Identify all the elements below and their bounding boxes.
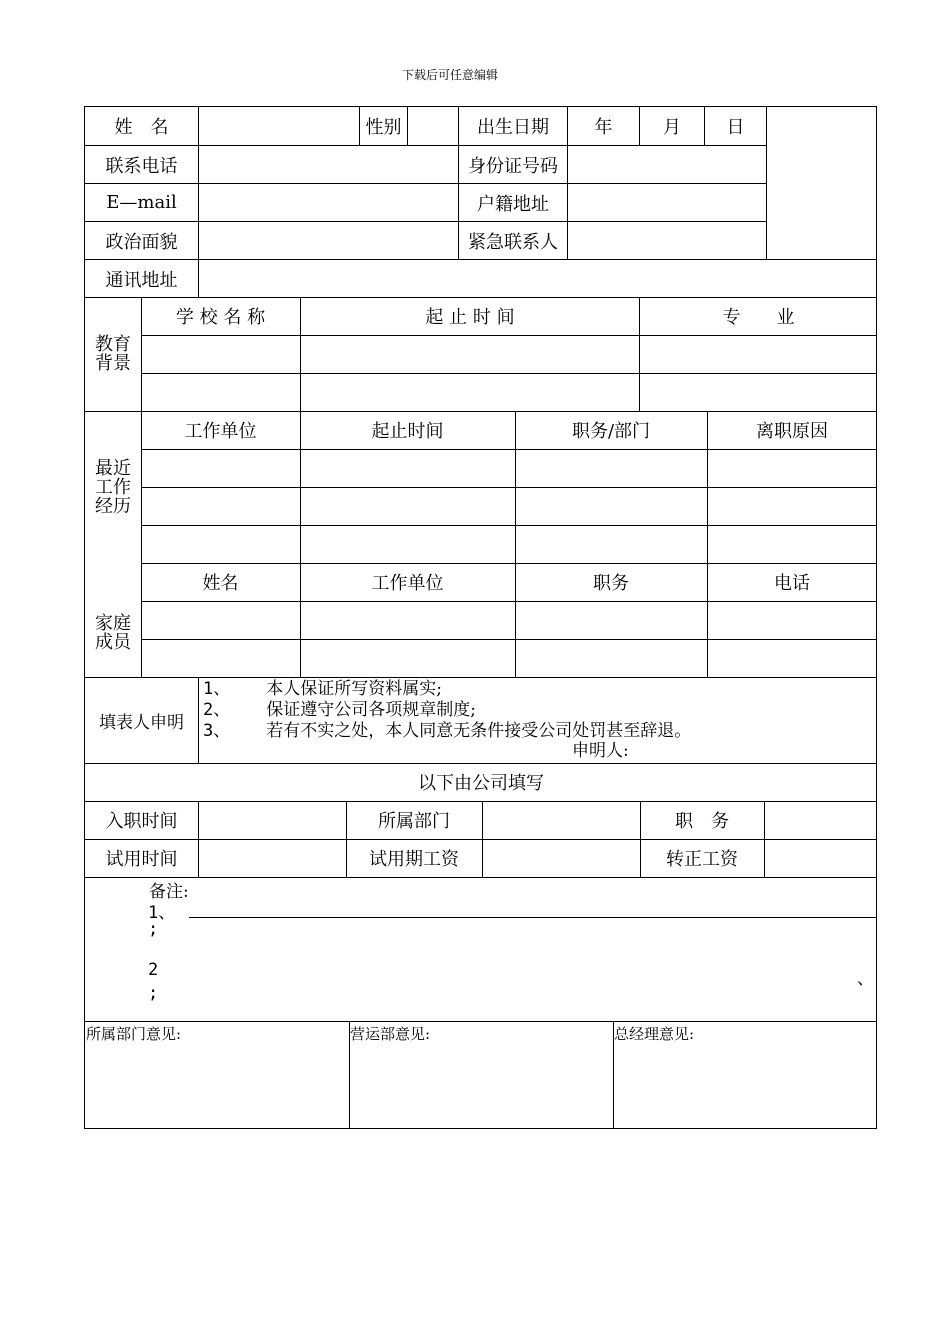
note-1-number: 1、 xyxy=(148,903,176,923)
declaration-item-3: 3、 若有不实之处，本人同意无条件接受公司处罚甚至辞退。 xyxy=(203,721,692,741)
work-row-2-company[interactable] xyxy=(142,488,299,525)
work-col-position: 职务/部门 xyxy=(571,421,651,442)
hukou-label: 户籍地址 xyxy=(458,183,567,221)
dept-opinion-label: 所属部门意见: xyxy=(86,1025,182,1043)
family-row-2-position[interactable] xyxy=(516,640,706,677)
work-row-2-reason[interactable] xyxy=(708,488,876,525)
notes-label: 备注: xyxy=(149,882,189,902)
work-section-label: 最近 工作 经历 xyxy=(95,457,131,517)
trial-salary-label: 试用期工资 xyxy=(369,849,459,870)
gm-opinion-field[interactable] xyxy=(614,1043,876,1128)
id-label: 身份证号码 xyxy=(458,145,567,183)
work-row-2-period[interactable] xyxy=(301,488,514,525)
family-row-2-company[interactable] xyxy=(301,640,514,677)
email-label: E—mail xyxy=(85,183,198,221)
phone-label: 联系电话 xyxy=(85,145,198,183)
note-2-semicolon: ; xyxy=(148,983,159,1003)
hukou-field[interactable] xyxy=(567,183,766,221)
join-date-label: 入职时间 xyxy=(105,811,178,832)
work-row-3-reason[interactable] xyxy=(708,526,876,563)
ops-opinion-label: 营运部意见: xyxy=(350,1025,431,1043)
family-section-label: 家庭 成员 xyxy=(95,613,131,653)
family-row-1-company[interactable] xyxy=(301,602,514,639)
family-row-2-name[interactable] xyxy=(142,640,299,677)
family-row-1-phone[interactable] xyxy=(708,602,876,639)
work-row-1-reason[interactable] xyxy=(708,450,876,487)
phone-field[interactable] xyxy=(198,145,458,183)
work-row-1-company[interactable] xyxy=(142,450,299,487)
work-col-period: 起止时间 xyxy=(371,421,444,442)
photo-box[interactable] xyxy=(766,107,877,259)
name-label: 姓 名 xyxy=(114,117,169,138)
birth-label: 出生日期 xyxy=(458,107,567,145)
note-1-field[interactable] xyxy=(189,895,877,917)
edu-row-2-period[interactable] xyxy=(301,374,638,411)
post-field[interactable] xyxy=(765,802,876,839)
company-section-title: 以下由公司填写 xyxy=(418,773,544,794)
note-2-comma: 、 xyxy=(857,969,874,989)
trial-period-field[interactable] xyxy=(199,840,345,877)
edu-col-major: 专 业 xyxy=(639,297,877,335)
family-row-2-phone[interactable] xyxy=(708,640,876,677)
note-1-semicolon: ; xyxy=(148,919,159,939)
gm-opinion-label: 总经理意见: xyxy=(614,1025,695,1043)
family-row-1-position[interactable] xyxy=(516,602,706,639)
trial-salary-field[interactable] xyxy=(483,840,639,877)
family-col-position: 职务 xyxy=(593,573,629,594)
family-col-name: 姓名 xyxy=(202,573,239,594)
declaration-label: 填表人申明 xyxy=(99,712,184,733)
edu-row-1-school[interactable] xyxy=(142,336,299,373)
department-field[interactable] xyxy=(483,802,639,839)
trial-period-label: 试用时间 xyxy=(105,849,178,870)
edu-row-1-major[interactable] xyxy=(640,336,876,373)
work-row-3-period[interactable] xyxy=(301,526,514,563)
dept-opinion-field[interactable] xyxy=(85,1043,348,1128)
ops-opinion-field[interactable] xyxy=(350,1043,612,1128)
work-col-reason: 离职原因 xyxy=(756,421,828,442)
id-field[interactable] xyxy=(567,145,766,183)
address-label: 通讯地址 xyxy=(85,259,198,297)
work-row-1-period[interactable] xyxy=(301,450,514,487)
work-row-1-position[interactable] xyxy=(516,450,706,487)
declaration-item-1: 1、 本人保证所写资料属实; xyxy=(203,679,442,699)
edu-col-school: 学 校 名 称 xyxy=(175,307,266,328)
edu-row-1-period[interactable] xyxy=(301,336,638,373)
edu-col-period: 起 止 时 间 xyxy=(300,297,639,335)
regular-salary-field[interactable] xyxy=(765,840,876,877)
work-row-2-position[interactable] xyxy=(516,488,706,525)
birth-month[interactable]: 月 xyxy=(639,107,704,145)
gender-label: 性别 xyxy=(359,107,407,145)
birth-day[interactable]: 日 xyxy=(704,107,766,145)
declaration-item-2: 2、 保证遵守公司各项规章制度; xyxy=(203,700,476,720)
address-field[interactable] xyxy=(198,259,877,297)
note-2-number: 2 xyxy=(148,960,159,980)
regular-salary-label: 转正工资 xyxy=(666,849,738,870)
emergency-label: 紧急联系人 xyxy=(458,221,567,259)
declaration-signer[interactable]: 申明人: xyxy=(572,741,629,761)
join-date-field[interactable] xyxy=(199,802,345,839)
family-row-1-name[interactable] xyxy=(142,602,299,639)
emergency-field[interactable] xyxy=(567,221,766,259)
gender-field[interactable] xyxy=(407,107,458,145)
political-label: 政治面貌 xyxy=(85,221,198,259)
email-field[interactable] xyxy=(198,183,458,221)
department-label: 所属部门 xyxy=(378,811,450,832)
work-row-3-company[interactable] xyxy=(142,526,299,563)
political-field[interactable] xyxy=(198,221,458,259)
post-label: 职 务 xyxy=(675,811,729,832)
work-row-3-position[interactable] xyxy=(516,526,706,563)
family-col-company: 工作单位 xyxy=(371,573,444,594)
education-section-label: 教育 背景 xyxy=(95,334,131,374)
application-form xyxy=(84,106,877,1129)
edu-row-2-major[interactable] xyxy=(640,374,876,411)
name-field[interactable] xyxy=(198,107,359,145)
edu-row-2-school[interactable] xyxy=(142,374,299,411)
birth-year[interactable]: 年 xyxy=(567,107,639,145)
work-col-company: 工作单位 xyxy=(184,421,257,442)
family-col-phone: 电话 xyxy=(774,573,810,594)
page-header: 下载后可任意编辑 xyxy=(401,68,498,82)
